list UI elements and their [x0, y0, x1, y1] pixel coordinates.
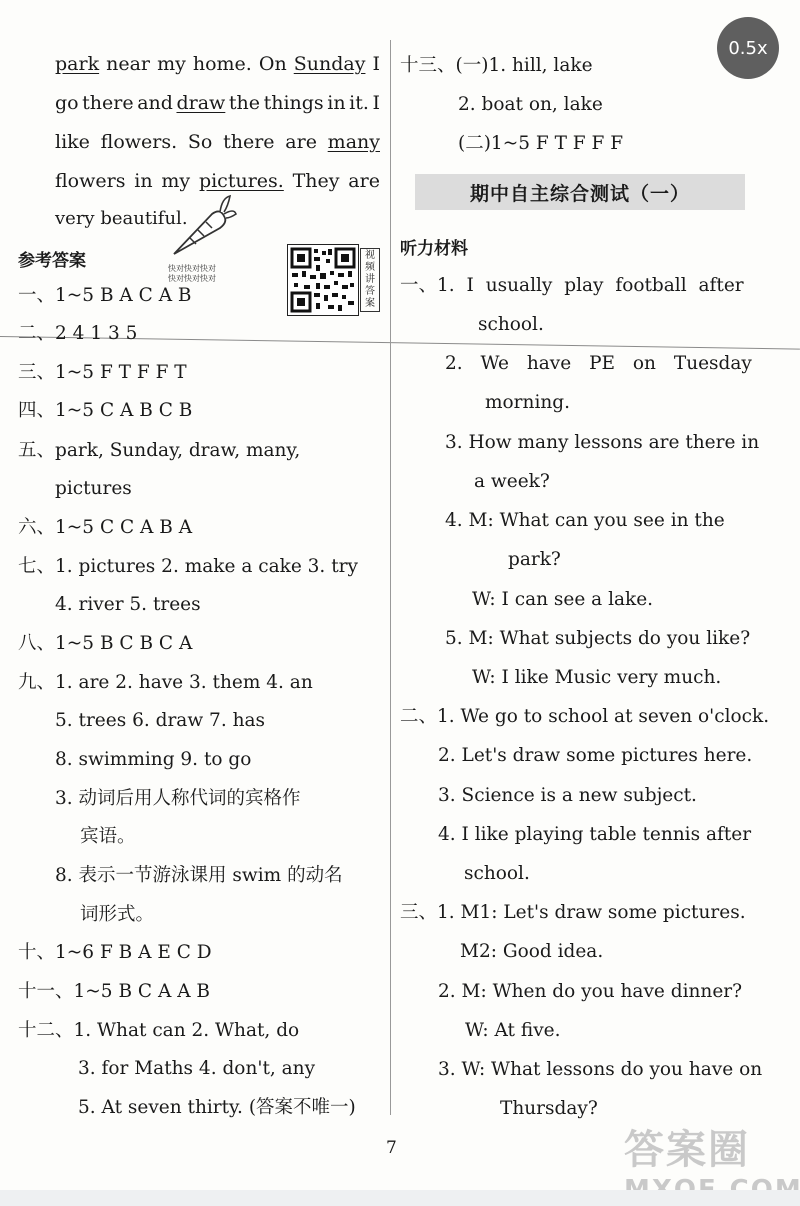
- script-row: W: At five.: [465, 1020, 561, 1041]
- answer-row: 4. river 5. trees: [55, 594, 201, 615]
- script-row: M2: Good idea.: [460, 941, 604, 962]
- passage-word: draw: [176, 92, 226, 114]
- passage-word: are: [348, 170, 380, 192]
- passage-line-5: very beautiful.: [55, 208, 188, 229]
- passage-word: They: [292, 170, 340, 192]
- script-row: 3. W: What lessons do you have on: [438, 1059, 763, 1080]
- column-divider: [390, 40, 391, 1115]
- passage-word: are: [285, 131, 317, 153]
- passage-word: my: [161, 170, 191, 192]
- script-row: school.: [478, 314, 544, 335]
- carrot-sticker-icon: [160, 192, 238, 262]
- answer-row: 8. swimming 9. to go: [55, 749, 252, 770]
- page-number: 7: [386, 1138, 397, 1158]
- answer-row: 十二、1. What can 2. What, do: [18, 1020, 300, 1041]
- answer-row: (二)1~5 F T F F F: [458, 133, 624, 154]
- passage-word: flowers: [55, 170, 126, 192]
- script-row: a week?: [474, 471, 550, 492]
- answer-row: 七、1. pictures 2. make a cake 3. try: [18, 556, 358, 577]
- script-row: park?: [508, 549, 561, 570]
- script-row: 一、1. I usually play football after: [400, 275, 744, 296]
- passage-word: flowers.: [100, 131, 178, 153]
- answer-row: 四、1~5 C A B C B: [18, 400, 193, 421]
- playback-speed-button[interactable]: 0.5x: [717, 17, 779, 79]
- passage-word: it.: [349, 92, 369, 114]
- script-row: W: I like Music very much.: [472, 667, 722, 688]
- answer-row: 九、1. are 2. have 3. them 4. an: [18, 672, 313, 693]
- passage-word: in: [134, 170, 153, 192]
- passage-word: home.: [192, 53, 252, 75]
- answer-row: 词形式。: [80, 904, 155, 925]
- answer-key-heading: 参考答案: [18, 251, 86, 271]
- passage-line-1: [55, 52, 380, 76]
- sticker-caption: 快对快对快对 快对快对快对: [168, 264, 216, 283]
- answer-row: 8. 表示一节游泳课用 swim 的动名: [55, 865, 343, 886]
- passage-word: near: [106, 53, 151, 75]
- answer-row: 5. trees 6. draw 7. has: [55, 710, 266, 731]
- passage-word: there: [223, 131, 275, 153]
- script-row: 三、1. M1: Let's draw some pictures.: [400, 902, 746, 923]
- passage-word: there: [82, 92, 134, 114]
- qr-video-label: 视频讲答案: [360, 248, 380, 312]
- section-title-banner: 期中自主综合测试（一）: [415, 174, 745, 210]
- script-row: 4. I like playing table tennis after: [438, 824, 752, 845]
- answer-row: 宾语。: [80, 826, 136, 847]
- passage-word: On: [258, 53, 287, 75]
- answer-row: 十、1~6 F B A E C D: [18, 942, 212, 963]
- passage-word: things: [263, 92, 324, 114]
- passage-line-2: [55, 91, 380, 115]
- answer-row: 十三、(一)1. hill, lake: [400, 55, 593, 76]
- answer-row: 3. for Maths 4. don't, any: [78, 1058, 316, 1079]
- qr-code-icon[interactable]: [287, 244, 359, 316]
- passage-word: So: [187, 131, 213, 153]
- answer-row: 二、2 4 1 3 5: [18, 323, 138, 344]
- script-row: Thursday?: [500, 1098, 598, 1119]
- answer-row: 十一、1~5 B C A A B: [18, 981, 211, 1002]
- answer-row: 3. 动词后用人称代词的宾格作: [55, 788, 301, 809]
- answer-row: 三、1~5 F T F F T: [18, 362, 187, 383]
- script-row: 4. M: What can you see in the: [445, 510, 725, 531]
- passage-word: go: [55, 92, 79, 114]
- answer-row: 一、1~5 B A C A B: [18, 285, 192, 306]
- passage-word: pictures.: [198, 170, 284, 192]
- answer-row: 2. boat on, lake: [458, 94, 603, 115]
- passage-word: Sunday: [293, 53, 366, 75]
- script-row: 二、1. We go to school at seven o'clock.: [400, 706, 770, 727]
- script-row: morning.: [485, 392, 570, 413]
- passage-word: like: [55, 131, 90, 153]
- script-row: 3. Science is a new subject.: [438, 785, 697, 806]
- passage-word: my: [157, 53, 186, 75]
- passage-line-3: [55, 130, 380, 154]
- passage-word: and: [137, 92, 173, 114]
- script-row: 2. We have PE on Tuesday: [445, 353, 752, 374]
- passage-line-4: [55, 169, 380, 193]
- script-row: school.: [464, 863, 530, 884]
- passage-word: I: [372, 92, 380, 114]
- passage-word: park: [55, 53, 100, 75]
- listening-material-heading: 听力材料: [400, 239, 468, 259]
- script-row: 2. M: When do you have dinner?: [438, 981, 743, 1002]
- passage-word: many: [327, 131, 380, 153]
- bottom-strip: [0, 1190, 800, 1206]
- passage-word: in: [327, 92, 346, 114]
- site-watermark: 答案圈: [624, 1127, 750, 1173]
- script-row: 3. How many lessons are there in: [445, 432, 760, 453]
- script-row: 5. M: What subjects do you like?: [445, 628, 751, 649]
- passage-word: I: [372, 53, 380, 75]
- answer-row: pictures: [55, 478, 132, 499]
- answer-row: 五、park, Sunday, draw, many,: [18, 440, 301, 461]
- answer-row: 六、1~5 C C A B A: [18, 517, 193, 538]
- script-row: 2. Let's draw some pictures here.: [438, 745, 753, 766]
- passage-word: the: [228, 92, 261, 114]
- answer-row: 5. At seven thirty. (答案不唯一): [78, 1097, 356, 1118]
- answer-row: 八、1~5 B C B C A: [18, 633, 193, 654]
- script-row: W: I can see a lake.: [472, 589, 654, 610]
